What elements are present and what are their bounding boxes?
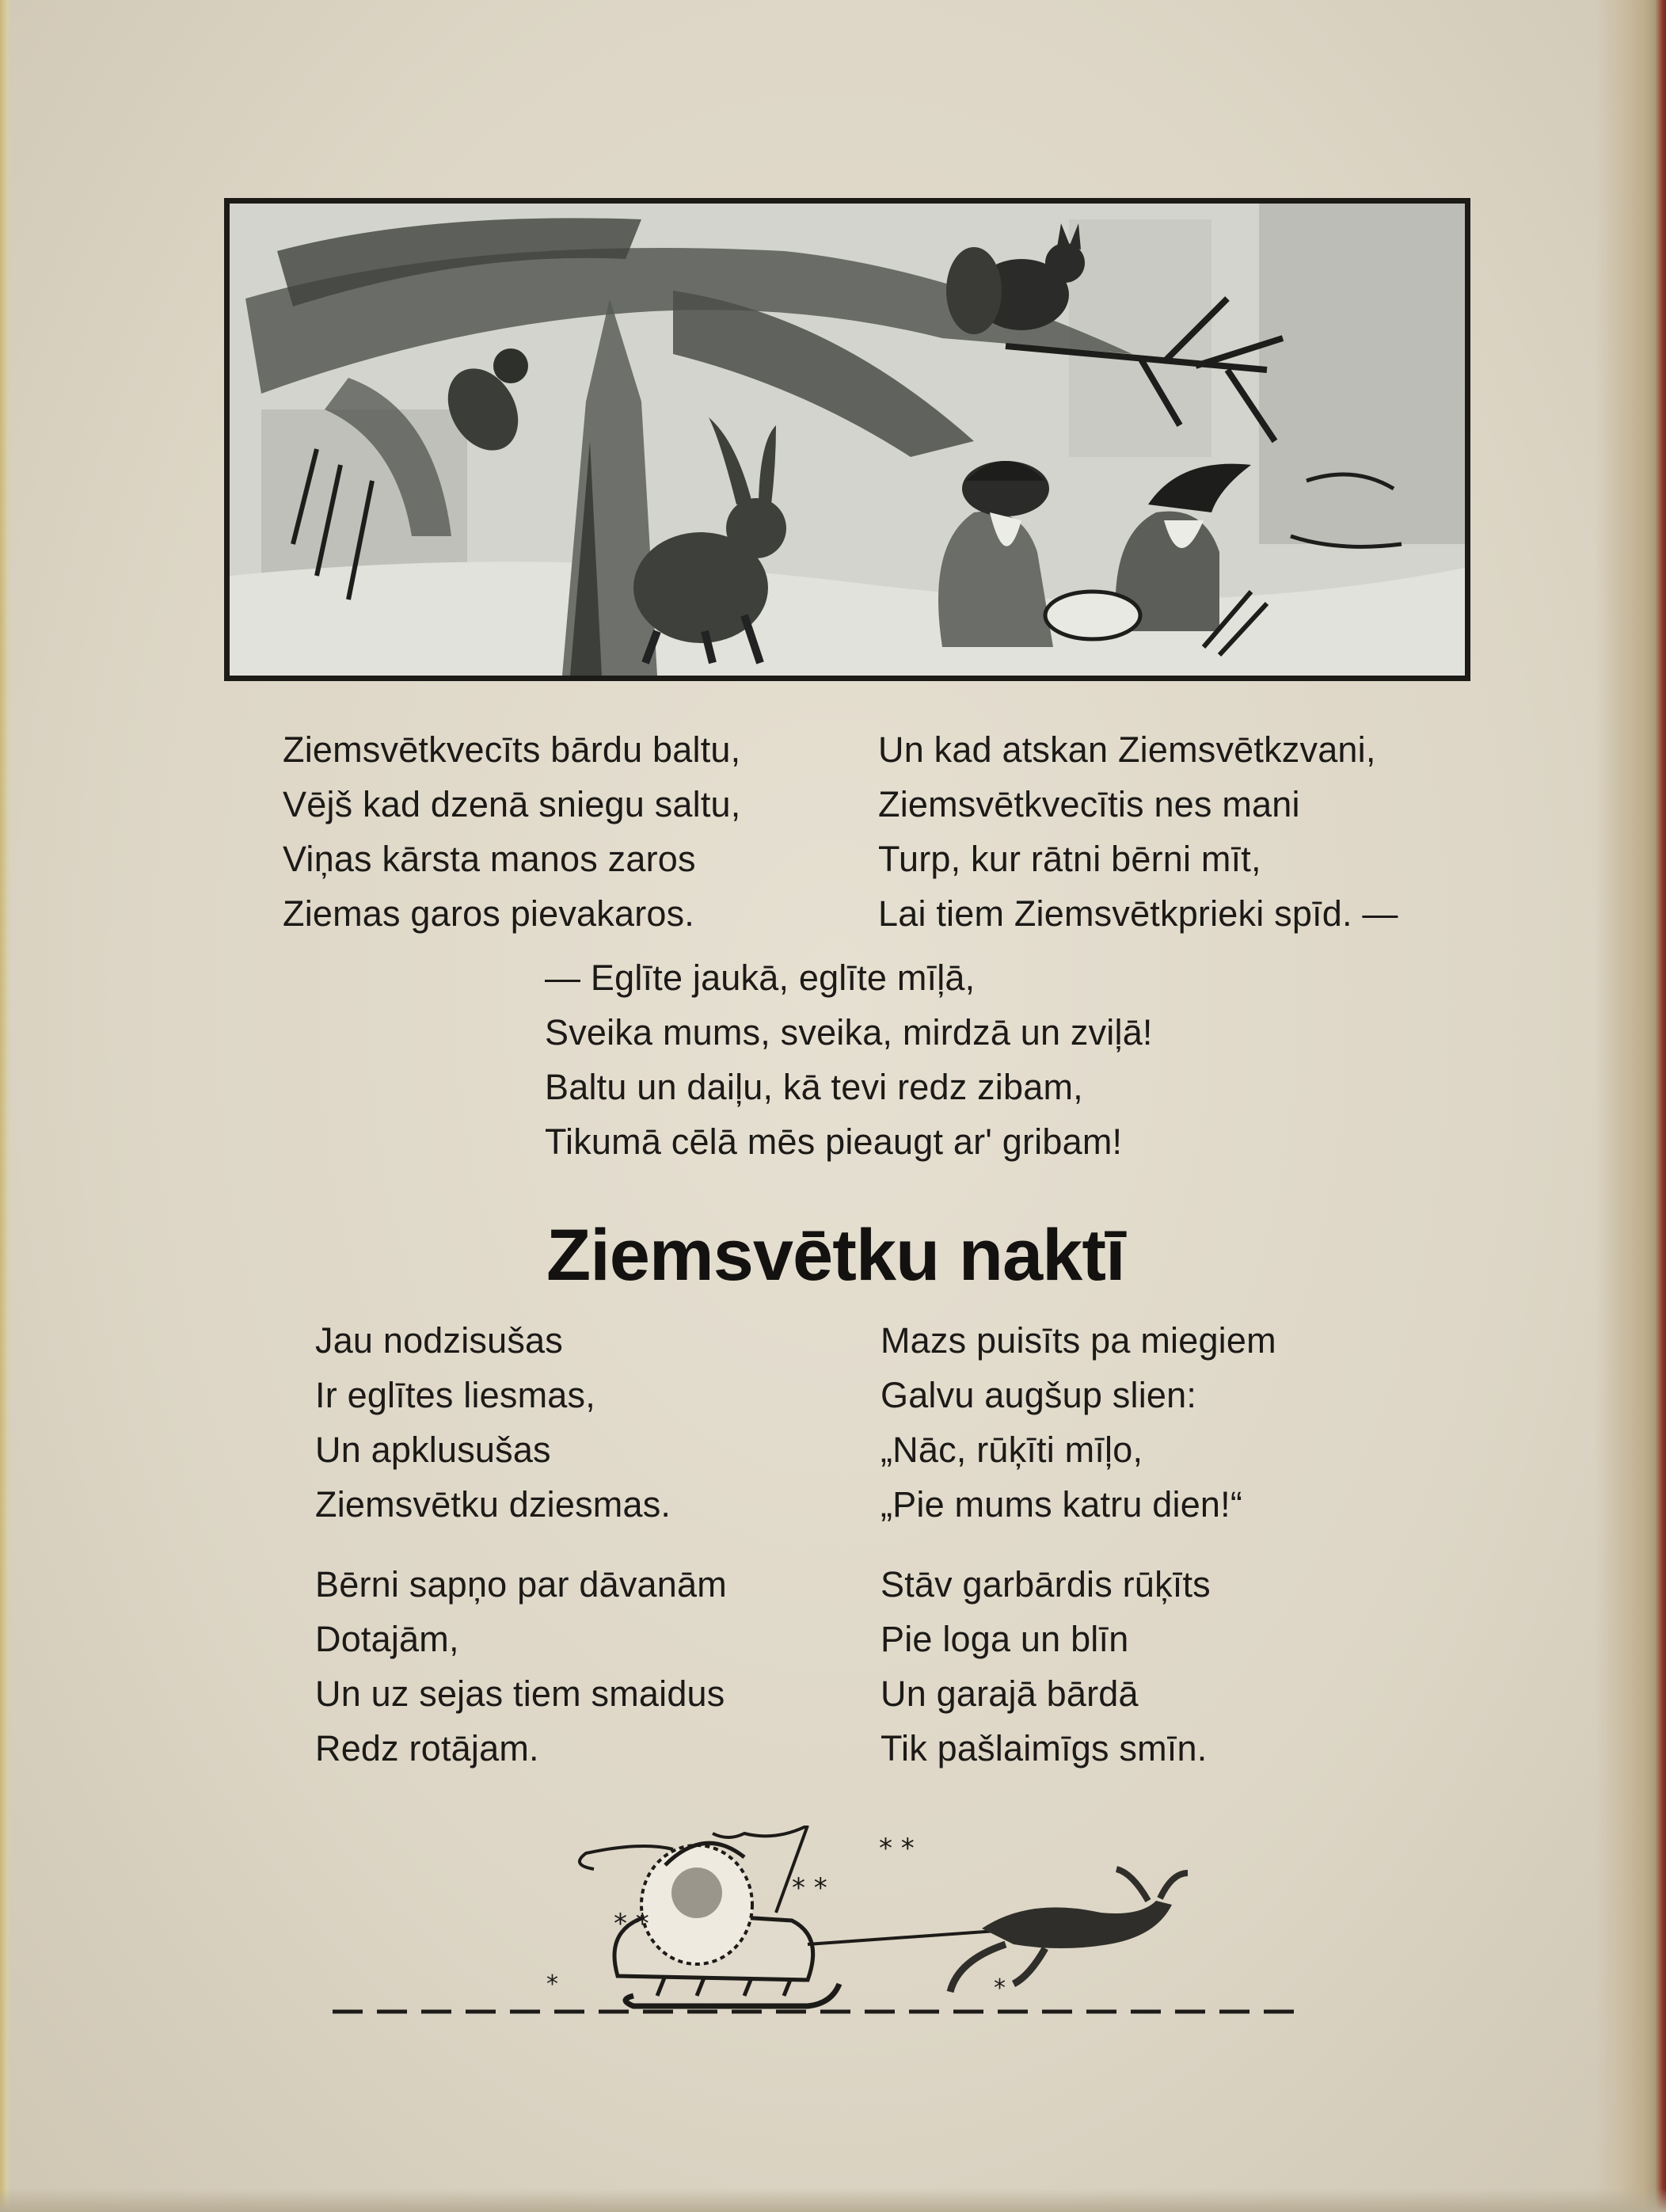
- poem-line: Un garajā bārdā: [881, 1673, 1139, 1714]
- sleigh-illustration: [333, 1826, 1322, 2024]
- forest-illustration: [224, 198, 1470, 681]
- bottom-poem-stanza-2: [881, 1313, 1276, 1532]
- poem-line: Tik pašlaimīgs smīn.: [881, 1728, 1208, 1768]
- poem-line: Sveika mums, sveika, mirdzā un zviļā!: [545, 1012, 1153, 1053]
- poem-line: Viņas kārsta manos zaros: [283, 839, 696, 879]
- poem-line: Redz rotājam.: [315, 1728, 539, 1768]
- svg-text:* *: * *: [614, 1908, 649, 1940]
- poem-line: Bērni sapņo par dāvanām: [315, 1564, 727, 1605]
- poem-line: Vējš kad dzenā sniegu saltu,: [283, 784, 741, 824]
- poem-line: Un uz sejas tiem smaidus: [315, 1673, 725, 1714]
- poem-line: Turp, kur rātni bērni mīt,: [878, 839, 1261, 879]
- poem-line: Ziemsvētkvecītis nes mani: [878, 784, 1300, 824]
- poem-line: Un kad atskan Ziemsvētkzvani,: [878, 729, 1376, 770]
- poem-line: Ziemas garos pievakaros.: [283, 893, 695, 934]
- santa-sleigh-drawing: [333, 1826, 1322, 2024]
- svg-text:* *: * *: [792, 1872, 827, 1904]
- poem-line: Ir eglītes liesmas,: [315, 1375, 595, 1415]
- poem-line: Ziemsvētku dziesmas.: [315, 1484, 671, 1525]
- forest-scene-drawing: [230, 204, 1465, 676]
- poem-line: „Pie mums katru dien!“: [881, 1484, 1243, 1525]
- top-poem-left-stanza: [283, 722, 740, 941]
- poem-line: Stāv garbārdis rūķīts: [881, 1564, 1211, 1605]
- poem-line: Galvu augšup slien:: [881, 1375, 1197, 1415]
- poem-title: Ziemsvētku naktī: [546, 1215, 1125, 1296]
- poem-line: Jau nodzisušas: [315, 1320, 563, 1361]
- poem-line: Un apklusušas: [315, 1430, 551, 1470]
- bottom-poem-stanza-1: [315, 1313, 671, 1532]
- poem-line: „Nāc, rūķīti mīļo,: [881, 1430, 1143, 1470]
- top-poem-right-stanza: [878, 722, 1398, 941]
- top-poem-chorus: [545, 950, 1153, 1169]
- poem-line: Pie loga un blīn: [881, 1619, 1129, 1659]
- poem-line: Mazs puisīts pa miegiem: [881, 1320, 1276, 1361]
- page-bottom-edge: [0, 2188, 1666, 2212]
- poem-line: Lai tiem Ziemsvētkprieki spīd. —: [878, 893, 1398, 934]
- bottom-poem-stanza-3: [315, 1557, 727, 1776]
- poem-line: Dotajām,: [315, 1619, 459, 1659]
- poem-line: Baltu un daiļu, kā tevi redz zibam,: [545, 1067, 1083, 1107]
- page-spine-edge: [0, 0, 11, 2212]
- poem-line: — Eglīte jaukā, eglīte mīļā,: [545, 958, 976, 998]
- svg-text:*: *: [546, 1970, 558, 1998]
- svg-text:* *: * *: [879, 1833, 915, 1864]
- svg-text:*: *: [994, 1974, 1006, 2002]
- poem-line: Tikumā cēlā mēs pieaugt ar' gribam!: [545, 1121, 1123, 1162]
- poem-line: Ziemsvētkvecīts bārdu baltu,: [283, 729, 741, 770]
- page-right-edge: [1595, 0, 1666, 2212]
- bottom-poem-stanza-4: [881, 1557, 1211, 1776]
